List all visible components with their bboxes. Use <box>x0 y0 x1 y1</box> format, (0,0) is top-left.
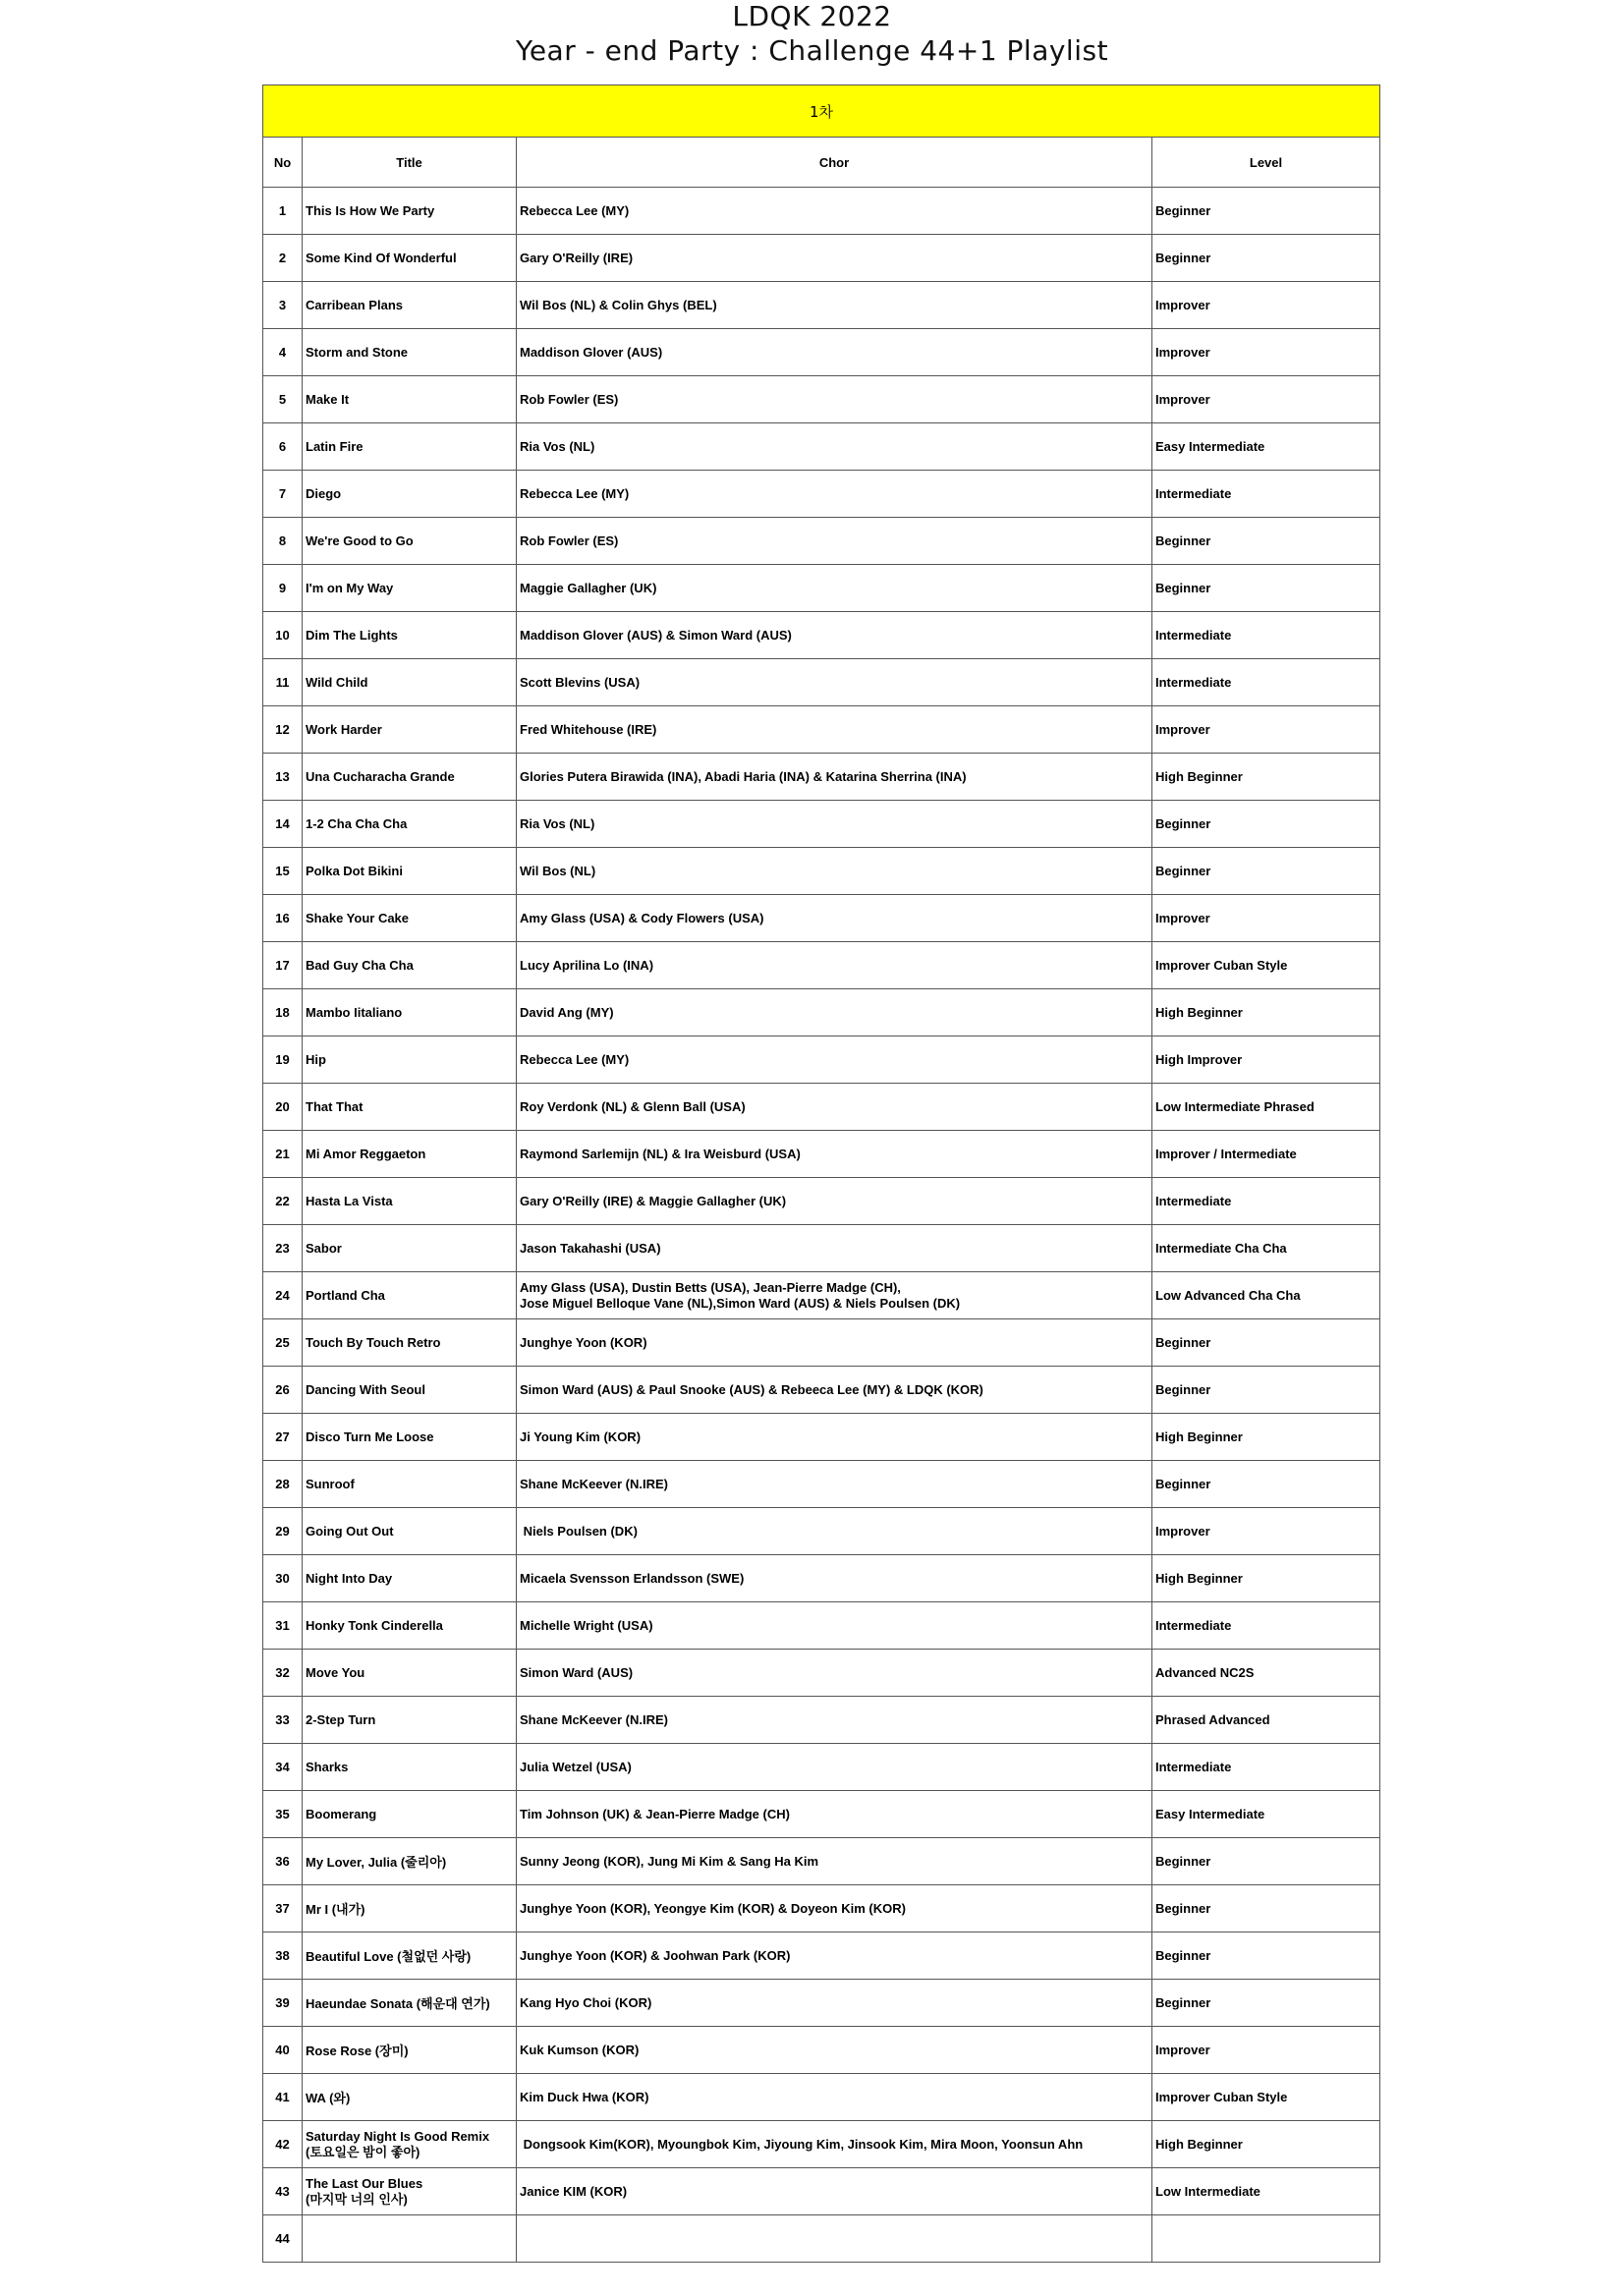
level: Intermediate <box>1152 471 1380 518</box>
level: Low Intermediate Phrased <box>1152 1084 1380 1131</box>
choreographer: Ji Young Kim (KOR) <box>517 1414 1152 1461</box>
choreographer: Rob Fowler (ES) <box>517 376 1152 423</box>
row-number: 43 <box>263 2168 303 2215</box>
row-number: 29 <box>263 1508 303 1555</box>
choreographer: Wil Bos (NL) & Colin Ghys (BEL) <box>517 282 1152 329</box>
choreographer: Rebecca Lee (MY) <box>517 1036 1152 1084</box>
table-row <box>263 2027 1380 2074</box>
level: Low Advanced Cha Cha <box>1152 1272 1380 1319</box>
row-number: 19 <box>263 1036 303 1084</box>
table-row <box>263 1980 1380 2027</box>
table-row <box>263 1319 1380 1367</box>
row-number: 4 <box>263 329 303 376</box>
choreographer: Maggie Gallagher (UK) <box>517 565 1152 612</box>
table-row <box>263 706 1380 754</box>
song-title: Move You <box>303 1650 517 1697</box>
table-row <box>263 1650 1380 1697</box>
row-number: 16 <box>263 895 303 942</box>
song-title: Bad Guy Cha Cha <box>303 942 517 989</box>
song-title: Mr I (내가) <box>303 1885 517 1932</box>
table-row <box>263 1508 1380 1555</box>
table-row <box>263 376 1380 423</box>
row-number: 28 <box>263 1461 303 1508</box>
row-number: 1 <box>263 188 303 235</box>
level: Beginner <box>1152 565 1380 612</box>
level: Intermediate Cha Cha <box>1152 1225 1380 1272</box>
choreographer: Maddison Glover (AUS) <box>517 329 1152 376</box>
song-title: Work Harder <box>303 706 517 754</box>
row-number: 34 <box>263 1744 303 1791</box>
level: Improver / Intermediate <box>1152 1131 1380 1178</box>
song-title-line1: Saturday Night Is Good Remix <box>306 2128 490 2144</box>
table-row <box>263 1838 1380 1885</box>
table-row <box>263 188 1380 235</box>
table-row <box>263 848 1380 895</box>
choreographer: Lucy Aprilina Lo (INA) <box>517 942 1152 989</box>
row-number: 30 <box>263 1555 303 1602</box>
level: Intermediate <box>1152 612 1380 659</box>
song-title: Polka Dot Bikini <box>303 848 517 895</box>
level: High Improver <box>1152 1036 1380 1084</box>
row-number: 42 <box>263 2121 303 2168</box>
table-row <box>263 1602 1380 1650</box>
choreographer: Kuk Kumson (KOR) <box>517 2027 1152 2074</box>
choreographer: Jason Takahashi (USA) <box>517 1225 1152 1272</box>
level: Improver <box>1152 706 1380 754</box>
choreographer: Rebecca Lee (MY) <box>517 471 1152 518</box>
choreographer: Maddison Glover (AUS) & Simon Ward (AUS) <box>517 612 1152 659</box>
song-title: 1-2 Cha Cha Cha <box>303 801 517 848</box>
song-title: This Is How We Party <box>303 188 517 235</box>
song-title: Make It <box>303 376 517 423</box>
row-number: 26 <box>263 1367 303 1414</box>
level: High Beginner <box>1152 1414 1380 1461</box>
song-title: Haeundae Sonata (해운대 연가) <box>303 1980 517 2027</box>
event-title: LDQK 2022 <box>732 0 892 32</box>
table-row <box>263 895 1380 942</box>
choreographer: Simon Ward (AUS) <box>517 1650 1152 1697</box>
row-number: 41 <box>263 2074 303 2121</box>
row-number: 12 <box>263 706 303 754</box>
column-header-no: No <box>263 138 303 188</box>
table-row <box>263 1367 1380 1414</box>
table-row <box>263 1414 1380 1461</box>
song-title: Dancing With Seoul <box>303 1367 517 1414</box>
level: Easy Intermediate <box>1152 423 1380 471</box>
song-title: Sabor <box>303 1225 517 1272</box>
row-number: 10 <box>263 612 303 659</box>
choreographer: Ria Vos (NL) <box>517 801 1152 848</box>
level: Beginner <box>1152 518 1380 565</box>
row-number: 37 <box>263 1885 303 1932</box>
choreographer: Fred Whitehouse (IRE) <box>517 706 1152 754</box>
table-row <box>263 1555 1380 1602</box>
level: Intermediate <box>1152 659 1380 706</box>
playlist-title: Year - end Party : Challenge 44+1 Playlist <box>515 34 1109 67</box>
table-row <box>263 1885 1380 1932</box>
playlist-table <box>262 84 1380 2263</box>
table-header <box>263 138 1380 188</box>
level <box>1152 2215 1380 2263</box>
level: High Beginner <box>1152 2121 1380 2168</box>
choreographer: Julia Wetzel (USA) <box>517 1744 1152 1791</box>
song-title: Sharks <box>303 1744 517 1791</box>
row-number: 9 <box>263 565 303 612</box>
choreographer: Ria Vos (NL) <box>517 423 1152 471</box>
table-row <box>263 2074 1380 2121</box>
level: Improver <box>1152 282 1380 329</box>
choreographer: Micaela Svensson Erlandsson (SWE) <box>517 1555 1152 1602</box>
level: Easy Intermediate <box>1152 1791 1380 1838</box>
song-title: Wild Child <box>303 659 517 706</box>
choreographer: Rebecca Lee (MY) <box>517 188 1152 235</box>
table-row <box>263 1932 1380 1980</box>
level: Improver <box>1152 1508 1380 1555</box>
choreographer: Michelle Wright (USA) <box>517 1602 1152 1650</box>
row-number: 2 <box>263 235 303 282</box>
row-number: 20 <box>263 1084 303 1131</box>
song-title: Hasta La Vista <box>303 1178 517 1225</box>
table-row <box>263 989 1380 1036</box>
level: Beginner <box>1152 1367 1380 1414</box>
table-row <box>263 801 1380 848</box>
level: Intermediate <box>1152 1744 1380 1791</box>
row-number: 13 <box>263 754 303 801</box>
choreographer: Junghye Yoon (KOR), Yeongye Kim (KOR) & Doyeon Kim (KOR) <box>517 1885 1152 1932</box>
table-row <box>263 2121 1380 2168</box>
table-row <box>263 1084 1380 1131</box>
song-title: Disco Turn Me Loose <box>303 1414 517 1461</box>
row-number: 15 <box>263 848 303 895</box>
row-number: 3 <box>263 282 303 329</box>
table-row <box>263 659 1380 706</box>
choreographer: Simon Ward (AUS) & Paul Snooke (AUS) & Rebeeca Lee (MY) & LDQK (KOR) <box>517 1367 1152 1414</box>
choreographer: David Ang (MY) <box>517 989 1152 1036</box>
table-row <box>263 754 1380 801</box>
choreographer: Sunny Jeong (KOR), Jung Mi Kim & Sang Ha Kim <box>517 1838 1152 1885</box>
song-title: We're Good to Go <box>303 518 517 565</box>
choreographer: Raymond Sarlemijn (NL) & Ira Weisburd (USA) <box>517 1131 1152 1178</box>
level: Beginner <box>1152 235 1380 282</box>
table-row <box>263 612 1380 659</box>
song-title: Rose Rose (장미) <box>303 2027 517 2074</box>
choreographer: Kang Hyo Choi (KOR) <box>517 1980 1152 2027</box>
table-row <box>263 282 1380 329</box>
row-number: 44 <box>263 2215 303 2263</box>
row-number: 8 <box>263 518 303 565</box>
level: High Beginner <box>1152 989 1380 1036</box>
table-row <box>263 942 1380 989</box>
row-number: 18 <box>263 989 303 1036</box>
table-row <box>263 1461 1380 1508</box>
table-row <box>263 2215 1380 2263</box>
table-row <box>263 1697 1380 1744</box>
choreographer: Scott Blevins (USA) <box>517 659 1152 706</box>
choreographer-line1: Amy Glass (USA), Dustin Betts (USA), Jean-Pierre Madge (CH), <box>520 1279 901 1295</box>
level: Beginner <box>1152 1885 1380 1932</box>
level: Beginner <box>1152 848 1380 895</box>
song-title: Carribean Plans <box>303 282 517 329</box>
table-row <box>263 329 1380 376</box>
song-title: Mambo Iitaliano <box>303 989 517 1036</box>
song-title <box>303 2121 517 2168</box>
song-title: My Lover, Julia (줄리아) <box>303 1838 517 1885</box>
song-title: I'm on My Way <box>303 565 517 612</box>
choreographer-line2: Jose Miguel Belloque Vane (NL),Simon Ward (AUS) & Niels Poulsen (DK) <box>520 1295 961 1311</box>
song-title: Portland Cha <box>303 1272 517 1319</box>
choreographer: Roy Verdonk (NL) & Glenn Ball (USA) <box>517 1084 1152 1131</box>
level: Intermediate <box>1152 1178 1380 1225</box>
table-row <box>263 471 1380 518</box>
choreographer: Rob Fowler (ES) <box>517 518 1152 565</box>
choreographer: Shane McKeever (N.IRE) <box>517 1697 1152 1744</box>
choreographer: Shane McKeever (N.IRE) <box>517 1461 1152 1508</box>
song-title: Storm and Stone <box>303 329 517 376</box>
row-number: 6 <box>263 423 303 471</box>
song-title: Touch By Touch Retro <box>303 1319 517 1367</box>
row-number: 25 <box>263 1319 303 1367</box>
table-row <box>263 1272 1380 1319</box>
level: Intermediate <box>1152 1602 1380 1650</box>
row-number: 7 <box>263 471 303 518</box>
row-number: 14 <box>263 801 303 848</box>
row-number: 38 <box>263 1932 303 1980</box>
level: Beginner <box>1152 1932 1380 1980</box>
choreographer: Junghye Yoon (KOR) <box>517 1319 1152 1367</box>
table-row <box>263 1791 1380 1838</box>
song-title: Diego <box>303 471 517 518</box>
song-title-line1: The Last Our Blues <box>306 2175 423 2191</box>
row-number: 32 <box>263 1650 303 1697</box>
level: Beginner <box>1152 1838 1380 1885</box>
column-header-chor: Chor <box>517 138 1152 188</box>
row-number: 33 <box>263 1697 303 1744</box>
song-title-line2: (토요일은 밤이 좋아) <box>306 2144 420 2159</box>
level: Improver <box>1152 329 1380 376</box>
row-number: 11 <box>263 659 303 706</box>
song-title: Boomerang <box>303 1791 517 1838</box>
level: Improver <box>1152 895 1380 942</box>
table-row <box>263 1744 1380 1791</box>
song-title: Night Into Day <box>303 1555 517 1602</box>
level: Improver Cuban Style <box>1152 2074 1380 2121</box>
choreographer: Janice KIM (KOR) <box>517 2168 1152 2215</box>
table-row <box>263 518 1380 565</box>
level: Improver Cuban Style <box>1152 942 1380 989</box>
level: High Beginner <box>1152 754 1380 801</box>
table-row <box>263 565 1380 612</box>
song-title <box>303 2215 517 2263</box>
row-number: 31 <box>263 1602 303 1650</box>
song-title: Una Cucharacha Grande <box>303 754 517 801</box>
row-number: 5 <box>263 376 303 423</box>
level: Improver <box>1152 376 1380 423</box>
song-title: Dim The Lights <box>303 612 517 659</box>
song-title: Beautiful Love (철없던 사랑) <box>303 1932 517 1980</box>
level: Beginner <box>1152 1980 1380 2027</box>
choreographer: Gary O'Reilly (IRE) <box>517 235 1152 282</box>
row-number: 24 <box>263 1272 303 1319</box>
level: Beginner <box>1152 1319 1380 1367</box>
row-number: 27 <box>263 1414 303 1461</box>
choreographer: Wil Bos (NL) <box>517 848 1152 895</box>
song-title: Going Out Out <box>303 1508 517 1555</box>
song-title: Latin Fire <box>303 423 517 471</box>
level: Beginner <box>1152 1461 1380 1508</box>
choreographer: Dongsook Kim(KOR), Myoungbok Kim, Jiyoung Kim, Jinsook Kim, Mira Moon, Yoonsun Ahn <box>517 2121 1152 2168</box>
table-row <box>263 235 1380 282</box>
level: Improver <box>1152 2027 1380 2074</box>
level: Beginner <box>1152 188 1380 235</box>
level: Beginner <box>1152 801 1380 848</box>
choreographer <box>517 2215 1152 2263</box>
choreographer: Glories Putera Birawida (INA), Abadi Haria (INA) & Katarina Sherrina (INA) <box>517 754 1152 801</box>
song-title: That That <box>303 1084 517 1131</box>
table-row <box>263 2168 1380 2215</box>
level: Advanced NC2S <box>1152 1650 1380 1697</box>
row-number: 39 <box>263 1980 303 2027</box>
row-number: 21 <box>263 1131 303 1178</box>
song-title: Shake Your Cake <box>303 895 517 942</box>
song-title <box>303 2168 517 2215</box>
row-number: 36 <box>263 1838 303 1885</box>
level: Phrased Advanced <box>1152 1697 1380 1744</box>
song-title: Sunroof <box>303 1461 517 1508</box>
row-number: 23 <box>263 1225 303 1272</box>
song-title: 2-Step Turn <box>303 1697 517 1744</box>
round-banner: 1차 <box>263 85 1380 138</box>
row-number: 40 <box>263 2027 303 2074</box>
choreographer: Tim Johnson (UK) & Jean-Pierre Madge (CH) <box>517 1791 1152 1838</box>
choreographer: Kim Duck Hwa (KOR) <box>517 2074 1152 2121</box>
column-header-title: Title <box>303 138 517 188</box>
song-title: Some Kind Of Wonderful <box>303 235 517 282</box>
table-row <box>263 1036 1380 1084</box>
table-row <box>263 1131 1380 1178</box>
choreographer: Gary O'Reilly (IRE) & Maggie Gallagher (UK) <box>517 1178 1152 1225</box>
row-number: 35 <box>263 1791 303 1838</box>
choreographer <box>517 1272 1152 1319</box>
column-header-level: Level <box>1152 138 1380 188</box>
row-number: 22 <box>263 1178 303 1225</box>
table-row <box>263 423 1380 471</box>
choreographer: Niels Poulsen (DK) <box>517 1508 1152 1555</box>
song-title-line2: (마지막 너의 인사) <box>306 2191 408 2207</box>
row-number: 17 <box>263 942 303 989</box>
song-title: Mi Amor Reggaeton <box>303 1131 517 1178</box>
song-title: Honky Tonk Cinderella <box>303 1602 517 1650</box>
table-row <box>263 1178 1380 1225</box>
level: Low Intermediate <box>1152 2168 1380 2215</box>
choreographer: Junghye Yoon (KOR) & Joohwan Park (KOR) <box>517 1932 1152 1980</box>
song-title: WA (와) <box>303 2074 517 2121</box>
choreographer: Amy Glass (USA) & Cody Flowers (USA) <box>517 895 1152 942</box>
table-row <box>263 1225 1380 1272</box>
level: High Beginner <box>1152 1555 1380 1602</box>
song-title: Hip <box>303 1036 517 1084</box>
